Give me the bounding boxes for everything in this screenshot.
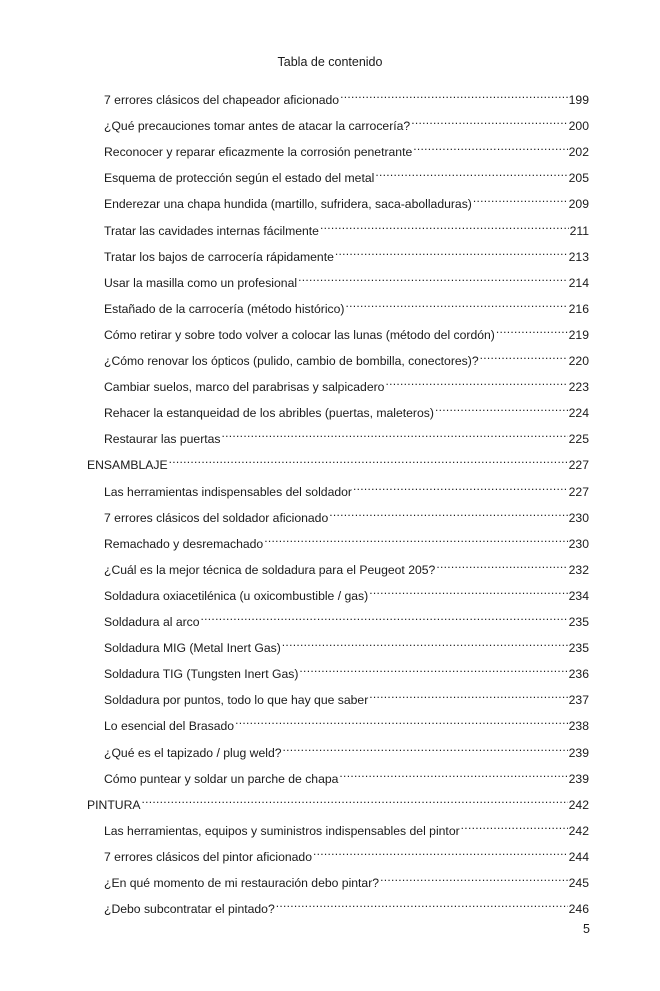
toc-entry[interactable] [104, 293, 589, 316]
toc-entry-title: Rehacer la estanqueidad de los abribles (puertas, maleteros) [104, 406, 434, 421]
toc-entry[interactable] [104, 267, 589, 290]
dot-leader [473, 188, 568, 208]
toc-entry-title: Tratar las cavidades internas fácilmente [104, 223, 319, 238]
toc-entry-title: ¿Cómo renovar los ópticos (pulido, cambio de bombilla, conectores)? [104, 354, 479, 368]
dot-leader [201, 606, 568, 626]
toc-entry-page: 223 [568, 380, 589, 395]
toc-entry-title: Reconocer y reparar eficazmente la corrosión penetrante [104, 145, 413, 160]
toc-entry-page: 211 [569, 223, 589, 238]
toc-entry-title: Cómo retirar y sobre todo volver a colocar las lunas (método del cordón) [104, 327, 495, 342]
toc-entry[interactable] [104, 763, 589, 786]
toc-entry[interactable] [104, 528, 589, 551]
toc-entry-page: 235 [568, 615, 589, 629]
toc-entry-title: Soldadura TIG (Tungsten Inert Gas) [104, 667, 299, 682]
dot-leader [264, 528, 567, 548]
toc-entry[interactable] [104, 423, 589, 447]
toc-entry-page: 214 [568, 275, 589, 290]
dot-leader [335, 241, 568, 261]
toc-entry-title: Enderezar una chapa hundida (martillo, sufridera, saca-abolladuras) [104, 197, 472, 212]
toc-entry-title: Soldadura por puntos, todo lo que hay que saber [104, 693, 369, 708]
toc-entry[interactable] [104, 319, 589, 342]
toc-entry[interactable] [104, 345, 589, 368]
toc-section-entry[interactable] [87, 789, 589, 812]
page-number: 5 [583, 922, 590, 936]
toc-entry-title: Remachado y desremachado [104, 536, 264, 551]
toc-entry[interactable] [104, 476, 589, 499]
toc-entry-page: 209 [568, 197, 589, 212]
dot-leader [375, 162, 567, 182]
toc-entry-page: 230 [568, 536, 589, 551]
dot-leader [329, 502, 567, 522]
dot-leader [353, 476, 568, 496]
toc-entry[interactable] [104, 162, 589, 186]
dot-leader [480, 345, 568, 365]
toc-entry-title: 7 errores clásicos del soldador aficionado [104, 510, 329, 525]
toc-entry-page: 244 [568, 849, 589, 864]
toc-entry-title: Usar la masilla como un profesional [104, 275, 298, 290]
dot-leader [298, 267, 568, 287]
toc-entry[interactable] [104, 815, 589, 838]
dot-leader [282, 632, 568, 652]
toc-entry[interactable] [104, 684, 589, 708]
toc-entry-title: 7 errores clásicos del pintor aficionado [104, 849, 312, 864]
toc-entry-title: Cómo puntear y soldar un parche de chapa [104, 771, 339, 786]
toc-entry[interactable] [104, 710, 589, 734]
toc-entry[interactable] [104, 84, 589, 107]
toc-entry-title: Esquema de protección según el estado del metal [104, 171, 375, 186]
toc-entry-title: Lo esencial del Brasado [104, 719, 235, 734]
dot-leader [496, 319, 568, 339]
toc-entry-page: 220 [568, 354, 589, 368]
toc-entry[interactable] [104, 841, 589, 864]
toc-entry[interactable] [104, 188, 589, 212]
toc-entry-title: Tratar los bajos de carrocería rápidamente [104, 249, 334, 264]
dot-leader [169, 449, 568, 469]
toc-entry[interactable] [104, 658, 589, 682]
toc-entry-page: 237 [568, 693, 589, 708]
dot-leader [222, 423, 568, 443]
dot-leader [299, 658, 567, 678]
toc-entry-page: 205 [568, 171, 589, 186]
toc-entry[interactable] [104, 554, 589, 577]
dot-leader [313, 841, 568, 861]
toc-entry-title: ¿Qué precauciones tomar antes de atacar la carrocería? [104, 119, 411, 134]
dot-leader [235, 710, 568, 730]
toc-entry-title: Las herramientas indispensables del soldador [104, 484, 352, 499]
toc-entry-page: 219 [568, 327, 589, 342]
dot-leader [411, 110, 567, 130]
toc-entry-title: ¿Debo subcontratar el pintado? [104, 902, 275, 917]
toc-entry[interactable] [104, 241, 589, 264]
dot-leader [320, 215, 569, 235]
toc-entry-title: Estañado de la carrocería (método histórico) [104, 301, 345, 316]
toc-entry-title: Soldadura al arco [104, 615, 200, 629]
dot-leader [369, 580, 567, 600]
page-title: Tabla de contenido [277, 55, 383, 69]
toc-entry-page: 232 [568, 562, 589, 577]
toc-entry-page: 238 [568, 719, 589, 734]
toc-entry[interactable] [104, 867, 589, 890]
toc-entry-title: ¿Qué es el tapizado / plug weld? [104, 745, 282, 760]
toc-entry[interactable] [104, 215, 589, 238]
toc-entry[interactable] [104, 632, 589, 656]
dot-leader [435, 397, 568, 417]
toc-entry-page: 230 [568, 510, 589, 525]
toc-entry-page: 245 [568, 876, 589, 890]
toc-entry-page: 234 [568, 588, 589, 603]
toc-entry[interactable] [104, 110, 589, 134]
dot-leader [340, 84, 568, 104]
toc-entry-title: ¿Cuál es la mejor técnica de soldadura para el Peugeot 205? [104, 562, 436, 577]
toc-entry[interactable] [104, 737, 589, 760]
toc-entry-title: Las herramientas, equipos y suministros indispensables del pintor [104, 823, 460, 838]
toc-entry-page: 246 [568, 902, 589, 917]
toc-entry[interactable] [104, 580, 589, 603]
dot-leader [380, 867, 568, 887]
toc-entry-title: Cambiar suelos, marco del parabrisas y salpicadero [104, 380, 385, 395]
dot-leader [339, 763, 567, 783]
toc-entry-page: 213 [568, 249, 589, 264]
toc-entry-page: 224 [568, 406, 589, 421]
toc-entry-page: 242 [568, 797, 589, 812]
dot-leader [369, 684, 567, 704]
dot-leader [413, 136, 567, 156]
toc-entry-page: 239 [568, 745, 589, 760]
toc-entry-title: ENSAMBLAJE [87, 458, 168, 473]
dot-leader [436, 554, 567, 574]
dot-leader [276, 893, 568, 913]
toc-entry-title: Soldadura MIG (Metal Inert Gas) [104, 641, 281, 656]
toc-entry-title: ¿En qué momento de mi restauración debo pintar? [104, 876, 380, 890]
toc-entry-page: 202 [568, 145, 589, 160]
dot-leader [385, 371, 567, 391]
dot-leader [461, 815, 568, 835]
toc-entry-title: Restaurar las puertas [104, 432, 221, 447]
dot-leader [142, 789, 568, 809]
dot-leader [345, 293, 567, 313]
toc-entry[interactable] [104, 893, 589, 917]
toc-entry-page: 227 [568, 484, 589, 499]
toc-entry[interactable] [104, 502, 589, 525]
toc-entry-title: 7 errores clásicos del chapeador aficionado [104, 93, 340, 107]
toc-entry-page: 227 [568, 458, 589, 473]
toc-entry[interactable] [104, 371, 589, 395]
toc-entry-page: 199 [568, 93, 589, 107]
toc-entry-title: Soldadura oxiacetilénica (u oxicombustible / gas) [104, 588, 369, 603]
toc-section-entry[interactable] [87, 449, 589, 473]
toc-entry-page: 242 [568, 823, 589, 838]
toc-entry[interactable] [104, 136, 589, 160]
toc-entry-page: 236 [568, 667, 589, 682]
toc-entry-page: 200 [568, 119, 589, 134]
toc-entry-page: 216 [568, 301, 589, 316]
toc-entry-page: 235 [568, 641, 589, 656]
dot-leader [283, 737, 568, 757]
toc-entry[interactable] [104, 397, 589, 421]
toc-entry[interactable] [104, 606, 589, 629]
toc-entry-title: PINTURA [87, 797, 141, 812]
toc-entry-page: 239 [568, 771, 589, 786]
toc-entry-page: 225 [568, 432, 589, 447]
